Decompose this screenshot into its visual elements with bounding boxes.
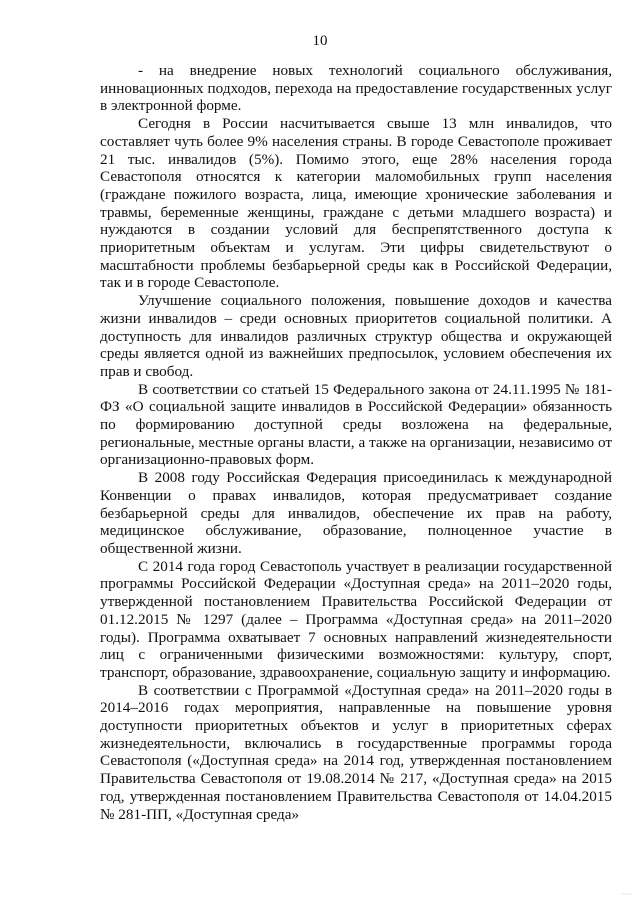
paragraph-state-program: С 2014 года город Севастополь участвует в реализации государственной программы Российской Федерации «Доступная среда» на 2011–2020 годы, утвержденной постановлением Правительства Российской Федерации от 01.12.2015 № 1297 (далее – Программа «Доступная среда» на 2011–2020 годы). Программа охватывает 7 основных направлений жизнедеятельности лиц с ограниченными физическими возможностями: культуру, спорт, транспорт, образование, здравоохранение, социальную защиту и информацию. bbox=[100, 557, 612, 681]
paragraph-regional-programs: В соответствии с Программой «Доступная среда» на 2011–2020 годы в 2014–2016 годах мероприятия, направленные на повышение уровня доступности приоритетных объектов и услуг в приоритетных сферах жизнедеятельности, включались в государственные программы города Севастополя («Доступная среда» на 2014 год, утвержденная постановлением Правительства Севастополя от 19.08.2014 № 217, «Доступная среда» на 2015 год, утвержденная постановлением Правительства Севастополя от 14.04.2015 № 281-ПП, «Доступная среда» bbox=[100, 681, 612, 823]
scan-corner-mark: ···· bbox=[621, 890, 632, 899]
page-number: 10 bbox=[312, 33, 328, 49]
paragraph-convention: В 2008 году Российская Федерация присоединилась к международной Конвенции о правах инвалидов, которая предусматривает создание безбарьерной среды для инвалидов, обеспечение их прав на работу, медицинское обслуживание, образование, полноценное участие в общественной жизни. bbox=[100, 469, 612, 557]
paragraph-services: - на внедрение новых технологий социального обслуживания, инновационных подходов, перехода на предоставление государственных услуг в электронной форме. bbox=[100, 62, 612, 115]
paragraph-federal-law: В соответствии со статьей 15 Федерального закона от 24.11.1995 № 181-ФЗ «О социальной защите инвалидов в Российской Федерации» обязанность по формированию доступной среды возложена на федеральные, региональные, местные органы власти, а также на организации, независимо от организационно-правовых форм. bbox=[100, 380, 612, 469]
paragraph-statistics: Сегодня в России насчитывается свыше 13 млн инвалидов, что составляет чуть более 9% населения страны. В городе Севастополе проживает 21 тыс. инвалидов (5%). Помимо этого, еще 28% населения города Севастополя относятся к категории маломобильных групп населения (граждане пожилого возраста, лица, имеющие хронические заболевания и травмы, беременные женщины, граждане с детьми младшего возраста) и нуждаются в создании условий для беспрепятственного доступа к приоритетным объектам и услугам. Эти цифры свидетельствуют о масштабности проблемы безбарьерной среды как в Российской Федерации, так и в городе Севастополе. bbox=[100, 115, 612, 292]
paragraph-social-policy: Улучшение социального положения, повышение доходов и качества жизни инвалидов – среди основных приоритетов социальной политики. А доступность для инвалидов различных структур общества и окружающей среды является одной из важнейших предпосылок, условием обеспечения их прав и свобод. bbox=[100, 292, 612, 380]
document-body bbox=[100, 62, 612, 823]
